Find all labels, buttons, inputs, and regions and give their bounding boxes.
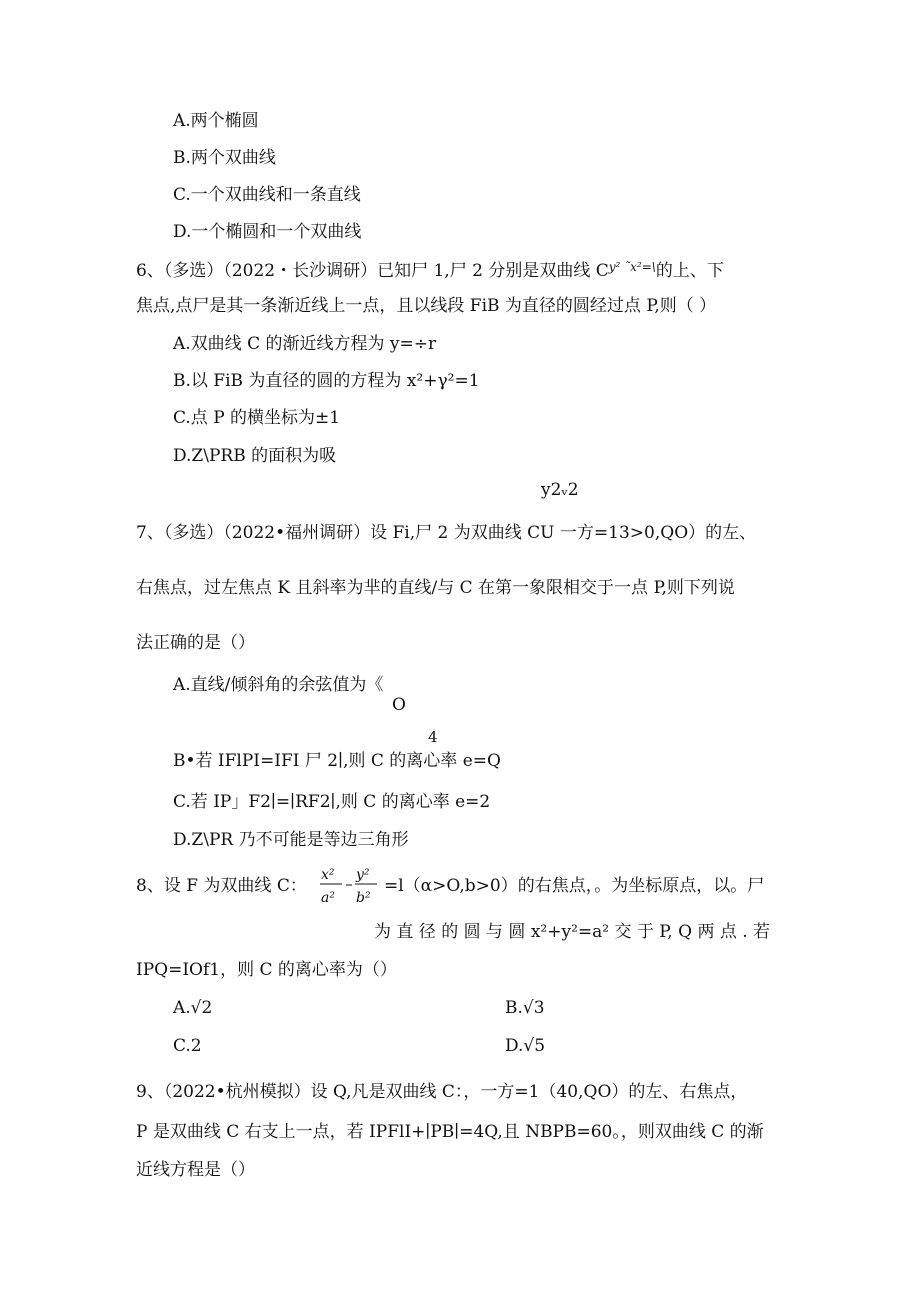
q8-option-c: C.2 [173, 1036, 202, 1056]
q9-stem-line3: 近线方程是（） [136, 1160, 255, 1180]
q8-hyperbola-equation [318, 862, 378, 908]
q9-stem-line1: 9、（2022•杭州模拟）设 Q,凡是双曲线 C：，一方=1（40,QO）的左、右焦点， [136, 1082, 748, 1102]
q7-stem-line2: 右焦点，过左焦点 K 且斜率为芈的直线/与 C 在第一象限相交于一点 P,则下列说 [136, 578, 735, 598]
q7-option-d: D.Z\PR 乃不可能是等边三角形 [173, 830, 409, 850]
q7-option-b: B•若 IFlPI=IFI 尸 2∣,则 C 的离心率 e=Q [173, 751, 501, 771]
q7-option-a-fragment: O [392, 695, 406, 715]
q8-stem-prefix: 8、设 F 为双曲线 C： [136, 876, 307, 896]
q8-fraction-svg [318, 862, 378, 908]
q5-option-a: A.两个椭圆 [173, 111, 259, 131]
q9-stem-line2: P 是双曲线 C 右支上一点，若 IPFlI+∣PB∣=4Q,且 NBPB=60。，则双曲线 C 的渐 [136, 1122, 764, 1142]
q7-stem-line1: 7、（多选）（2022•福州调研）设 Fi,尸 2 为双曲线 CU 一方=13>0,QO）的左、 [136, 523, 757, 543]
q5-option-d: D.一个椭圆和一个双曲线 [173, 222, 362, 242]
q5-option-b: B.两个双曲线 [173, 148, 276, 168]
q6-option-c: C.点 P 的横坐标为±1 [173, 408, 341, 428]
q8-stem-line3: IPQ=IOf1，则 C 的离心率为（） [136, 960, 397, 980]
q6-option-d: D.Z\PRB 的面积为吸 [173, 446, 337, 466]
q6-stem-line1-a: 6、（多选）（2022・长沙调研）已知尸 1,尸 2 分别是双曲线 C [136, 261, 609, 281]
q7-stem-line3: 法正确的是（） [136, 633, 255, 653]
q7-option-c: C.若 IP」F2∣=∣RF2∣,则 C 的离心率 e=2 [173, 792, 491, 812]
q5-option-c: C.一个双曲线和一条直线 [173, 185, 361, 205]
q8-stem-suffix: =l（α>O,b>0）的右焦点，。为坐标原点，以。尸 [384, 876, 765, 896]
q6-stem-line1 [136, 261, 724, 280]
q6-stem-line1-b: 的上、下 [655, 261, 724, 281]
q6-equation-fragment: y² ˜x²=\ [608, 260, 656, 274]
q8-option-b: B.√3 [505, 998, 545, 1018]
q6-option-a: A.双曲线 C 的渐近线方程为 y=÷r [173, 334, 437, 354]
q7-stray-digit: 4 [428, 728, 438, 746]
q8-stem-line2: 为 直 径 的 圆 与 圆 x²+y²=a² 交 于 P, Q 两 点 . 若 [374, 922, 771, 942]
q6-stray-fragment: y2ᵥ2 [541, 480, 579, 500]
q8-option-d: D.√5 [505, 1036, 546, 1056]
q8-frac-b: b² [356, 890, 371, 906]
q8-frac-x: x² [321, 867, 335, 883]
q6-option-b: B.以 FiB 为直径的圆的方程为 x²+γ²=1 [173, 371, 480, 391]
q8-frac-a: a² [321, 890, 335, 906]
q7-option-a: A.直线/倾斜角的余弦值为《 [173, 675, 384, 695]
q6-stem-line2: 焦点,点尸是其一条渐近线上一点，且以线段 FiB 为直径的圆经过点 P,则（ ） [136, 296, 717, 316]
q8-option-a: A.√2 [173, 998, 213, 1018]
q8-frac-y: y² [356, 867, 370, 883]
